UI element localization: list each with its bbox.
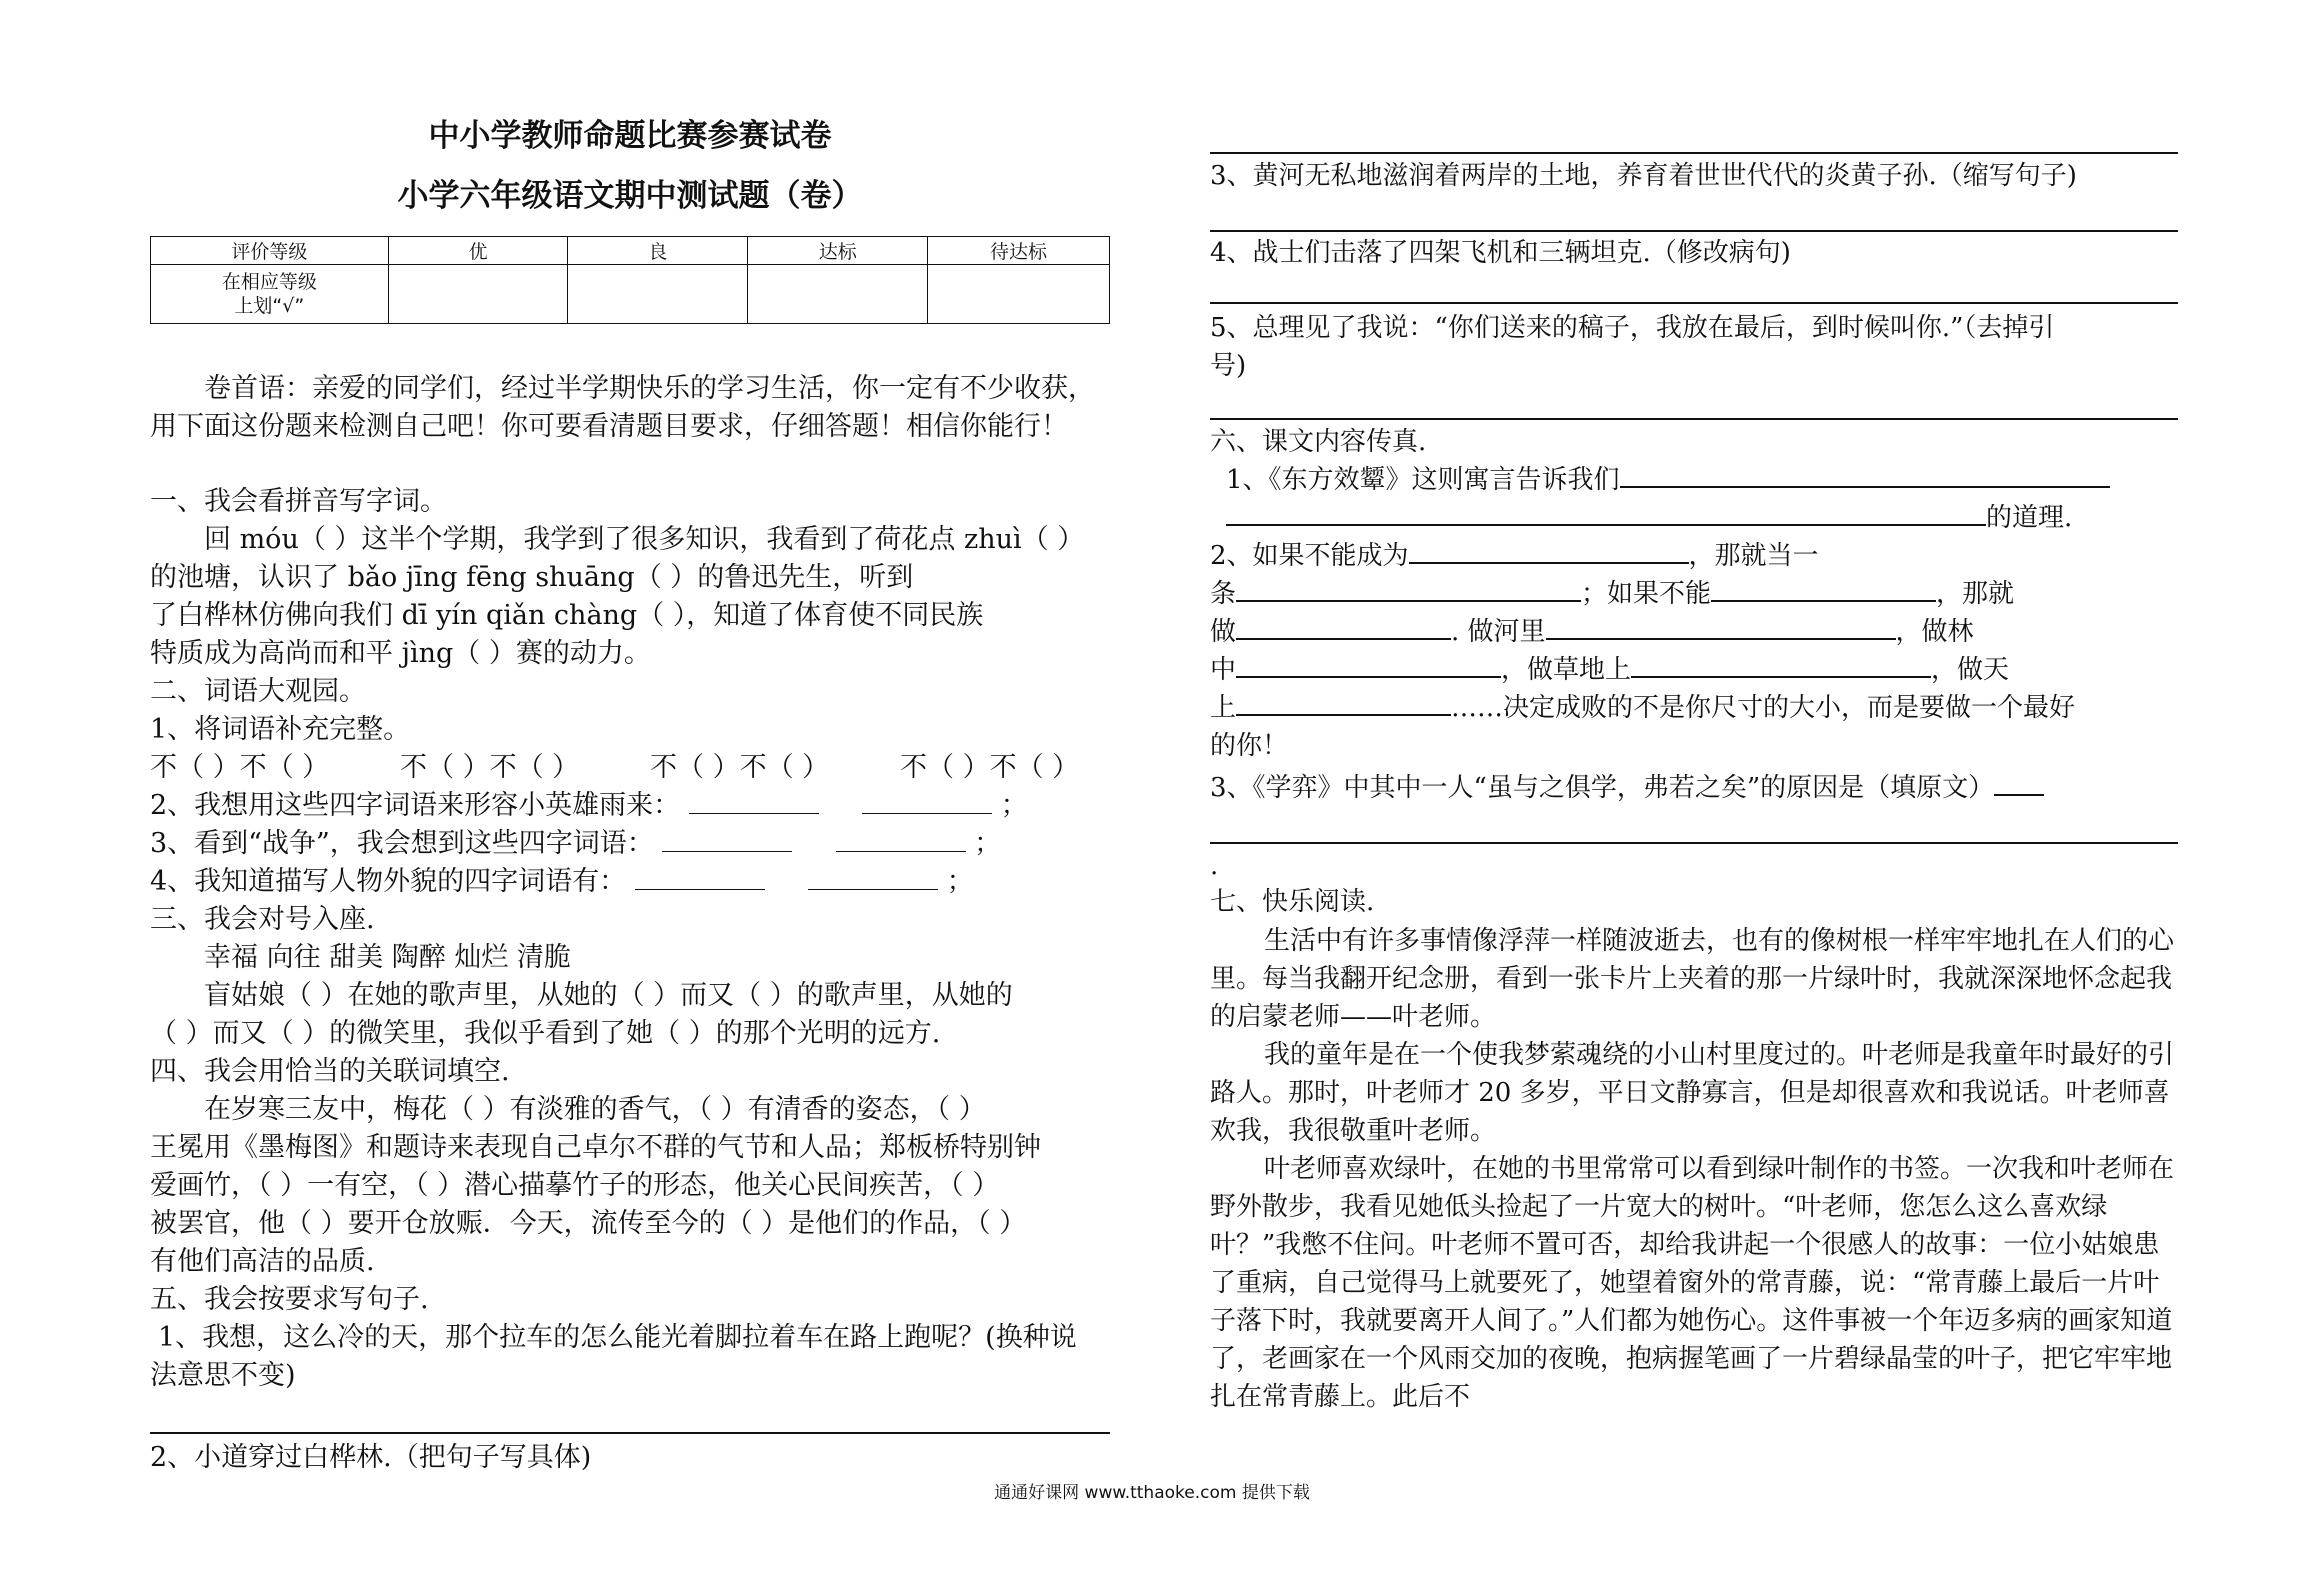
grade-header-pass: 达标 xyxy=(748,237,928,265)
grade-cell-pass[interactable] xyxy=(748,265,928,324)
s2-q1-item: 不（ ）不（ ） xyxy=(650,752,830,783)
s2-q4-text: 4、我知道描写人物外貌的四字词语有： xyxy=(150,866,627,897)
grade-col-header: 评价等级 xyxy=(151,237,389,265)
answer-blank[interactable] xyxy=(689,789,819,814)
s6-q2-text: 做 xyxy=(1210,617,1237,647)
s2-q1-item: 不（ ）不（ ） xyxy=(400,752,580,783)
s4-line5: 有他们高洁的品质. xyxy=(150,1246,375,1277)
s6-q3-end: . xyxy=(1210,851,1219,881)
s6-q2-text: ，做天 xyxy=(1931,655,2010,685)
s6-q3-text: 3、《学弈》中其中一人“虽与之俱学，弗若之矣”的原因是（填原文） xyxy=(1210,773,1995,803)
punctuation: ； xyxy=(946,866,974,897)
answer-blank[interactable] xyxy=(1236,614,1451,640)
answer-blank[interactable] xyxy=(808,865,938,890)
grade-row-label xyxy=(151,265,389,324)
answer-blank[interactable] xyxy=(1631,652,1931,678)
answer-blank[interactable] xyxy=(1409,538,1689,564)
s1-line2: 的池塘，认识了 bǎo jīng fēng shuāng（ ）的鲁迅先生，听到 xyxy=(150,562,914,593)
answer-blank[interactable] xyxy=(635,865,765,890)
exam-subtitle: 小学六年级语文期中测试题（卷） xyxy=(397,178,863,214)
punctuation: ； xyxy=(974,828,1002,859)
s6-q2-line5 xyxy=(1210,690,2075,726)
grade-row-label-line2: 上划“√” xyxy=(234,295,305,317)
s6-q2-line2 xyxy=(1210,576,2014,612)
s6-q2-text: ；如果不能 xyxy=(1581,579,1712,609)
s2-q1-item: 不（ ）不（ ） xyxy=(900,752,1080,783)
s6-q2-text: 上 xyxy=(1210,693,1237,723)
grade-cell-good[interactable] xyxy=(568,265,748,324)
s2-q1: 1、将词语补充完整。 xyxy=(150,714,411,745)
s4-line3: 爱画竹，（ ）一有空，（ ）潜心描摹竹子的形态，他关心民间疾苦，（ ） xyxy=(150,1170,1000,1201)
s6-q2-line6: 的你！ xyxy=(1210,731,1289,761)
reading-paragraph-1: 生活中有许多事情像浮萍一样随波逝去，也有的像树根一样牢牢地扎在人们的心里。每当我翻开纪念册，看到一张卡片上夹着的那一片绿叶时，我就深深地怀念起我的启蒙老师——叶老师。 xyxy=(1210,926,2175,1032)
section-2-heading: 二、词语大观园。 xyxy=(150,676,366,707)
s5-q1-line1: 1、我想，这么冷的天，那个拉车的怎么能光着脚拉着车在路上跑呢？(换种说 xyxy=(158,1322,1077,1353)
section-4-heading: 四、我会用恰当的关联词填空. xyxy=(150,1056,510,1087)
s6-q2-text: ，那就当一 xyxy=(1688,541,1819,571)
s6-q2-text: 条 xyxy=(1210,579,1237,609)
grade-header-excellent: 优 xyxy=(388,237,568,265)
s5-q4: 4、战士们击落了四架飞机和三辆坦克.（修改病句) xyxy=(1210,238,1791,268)
reading-paragraph-2: 我的童年是在一个使我梦萦魂绕的小山村里度过的。叶老师是我童年时最好的引路人。那时，叶老师才 20 多岁，平日文静寡言，但是却很喜欢和我说话。叶老师喜欢我，我很敬重叶老师。 xyxy=(1210,1040,2175,1146)
s2-q3-text: 3、看到“战争”，我会想到这些四字词语： xyxy=(150,828,654,859)
grade-header-good: 良 xyxy=(568,237,748,265)
answer-blank[interactable] xyxy=(1994,770,2044,796)
s3-word-bank: 幸福 向往 甜美 陶醉 灿烂 清脆 xyxy=(204,942,571,973)
section-7-heading: 七、快乐阅读. xyxy=(1210,887,1375,917)
answer-blank[interactable] xyxy=(662,827,792,852)
s6-q2-text: ，做林 xyxy=(1895,617,1974,647)
section-6-heading: 六、课文内容传真. xyxy=(1210,427,1427,457)
s1-line4: 特质成为高尚而和平 jìng（ ）赛的动力。 xyxy=(150,638,651,669)
answer-blank[interactable] xyxy=(1236,576,1581,602)
s2-q4 xyxy=(150,864,974,900)
answer-blank[interactable] xyxy=(1236,652,1501,678)
grade-cell-excellent[interactable] xyxy=(388,265,568,324)
answer-blank[interactable] xyxy=(862,789,992,814)
punctuation: ； xyxy=(1000,790,1028,821)
s6-q2-line4 xyxy=(1210,652,2009,688)
answer-line[interactable] xyxy=(1210,152,2178,154)
s4-line4: 被罢官，他（ ）要开仓放赈．今天，流传至今的（ ）是他们的作品，（ ） xyxy=(150,1208,1027,1239)
s6-q2-text: 中 xyxy=(1210,655,1237,685)
s3-line1: 盲姑娘（ ）在她的歌声里，从她的（ ）而又（ ）的歌声里，从她的 xyxy=(204,980,1013,1011)
s6-q2-text: 2、如果不能成为 xyxy=(1210,541,1409,571)
grade-header-pending: 待达标 xyxy=(928,237,1110,265)
s2-q1-item: 不（ ）不（ ） xyxy=(150,752,330,783)
s1-line1: 回 móu（ ）这半个学期，我学到了很多知识，我看到了荷花点 zhuì（ ） xyxy=(204,524,1085,555)
s6-q2-text: ，那就 xyxy=(1936,579,2015,609)
s6-q2-text: . 做河里 xyxy=(1451,617,1546,647)
answer-blank[interactable] xyxy=(1546,614,1896,640)
s2-q2-text: 2、我想用这些四字词语来形容小英雄雨来： xyxy=(150,790,681,821)
s3-line2: （ ）而又（ ）的微笑里，我似乎看到了她（ ）的那个光明的远方. xyxy=(150,1018,941,1049)
s6-q2-line3 xyxy=(1210,614,1974,650)
answer-line[interactable] xyxy=(1210,302,2178,304)
s6-q1 xyxy=(1226,462,2110,498)
s6-q1-cont xyxy=(1226,500,2072,536)
s5-q1-line2: 法意思不变) xyxy=(150,1360,296,1391)
answer-blank[interactable] xyxy=(836,827,966,852)
grade-table xyxy=(150,236,1110,324)
s6-q2-text: ，做草地上 xyxy=(1501,655,1632,685)
answer-blank[interactable] xyxy=(1620,462,2110,488)
answer-line[interactable] xyxy=(1210,842,2178,844)
grade-row-label-line1: 在相应等级 xyxy=(221,271,317,293)
intro-paragraph: 卷首语：亲爱的同学们，经过半学期快乐的学习生活，你一定有不少收获，用下面这份题来检测自己吧！你可要看清题目要求，仔细答题！相信你能行！ xyxy=(150,373,1095,442)
answer-line[interactable] xyxy=(1210,418,2178,420)
s6-q1-text: 1、《东方效颦》这则寓言告诉我们 xyxy=(1226,465,1620,495)
s2-q2 xyxy=(150,788,1028,824)
answer-blank[interactable] xyxy=(1711,576,1936,602)
answer-line[interactable] xyxy=(150,1432,1110,1434)
s5-q5-line2: 号) xyxy=(1210,351,1247,381)
s5-q3: 3、黄河无私地滋润着两岸的土地，养育着世世代代的炎黄子孙.（缩写句子) xyxy=(1210,161,2077,191)
s4-line2: 王冕用《墨梅图》和题诗来表现自己卓尔不群的气节和人品；郑板桥特别钟 xyxy=(150,1132,1041,1163)
s5-q5-line1: 5、总理见了我说：“你们送来的稿子，我放在最后，到时候叫你.”（去掉引 xyxy=(1210,313,2055,343)
s2-q3 xyxy=(150,826,1001,862)
section-1-heading: 一、我会看拼音写字词。 xyxy=(150,486,447,517)
section-5-heading: 五、我会按要求写句子. xyxy=(150,1284,429,1315)
s5-q2: 2、小道穿过白桦林.（把句子写具体) xyxy=(150,1442,592,1473)
page-footer: 通通好课网 www.tthaoke.com 提供下载 xyxy=(994,1483,1310,1503)
answer-blank[interactable] xyxy=(1236,690,1451,716)
s1-line3: 了白桦林仿佛向我们 dī yín qiǎn chàng（ ），知道了体育使不同民族 xyxy=(150,600,984,631)
exam-title: 中小学教师命题比赛参赛试卷 xyxy=(428,118,832,154)
s6-q2-text: ……决定成败的不是你尺寸的大小，而是要做一个最好 xyxy=(1451,693,2076,723)
s6-q3 xyxy=(1210,770,2044,806)
reading-paragraph-3: 叶老师喜欢绿叶，在她的书里常常可以看到绿叶制作的书签。一次我和叶老师在野外散步，我看见她低头捡起了一片宽大的树叶。“叶老师，您怎么这么喜欢绿叶？”我憋不住问。叶老师不置可否，却给我讲起一个很感人的故事：一位小姑娘患了重病，自己觉得马上就要死了，她望着窗外的常青藤，说：“常青藤上最后一片叶子落下时，我就要离开人间了。”人们都为她伤心。这件事被一个年迈多病的画家知道了，老画家在一个风雨交加的夜晚，抱病握笔画了一片碧绿晶莹的叶子，把它牢牢地扎在常青藤上。此后不 xyxy=(1210,1154,2175,1412)
grade-cell-pending[interactable] xyxy=(928,265,1110,324)
s6-q2-line1 xyxy=(1210,538,1819,574)
answer-blank[interactable] xyxy=(1226,500,1986,526)
answer-line[interactable] xyxy=(1210,230,2178,232)
section-3-heading: 三、我会对号入座. xyxy=(150,904,375,935)
s6-q1-end: 的道理. xyxy=(1986,503,2073,533)
s4-line1: 在岁寒三友中，梅花（ ）有淡雅的香气，（ ）有清香的姿态，（ ） xyxy=(204,1094,986,1125)
